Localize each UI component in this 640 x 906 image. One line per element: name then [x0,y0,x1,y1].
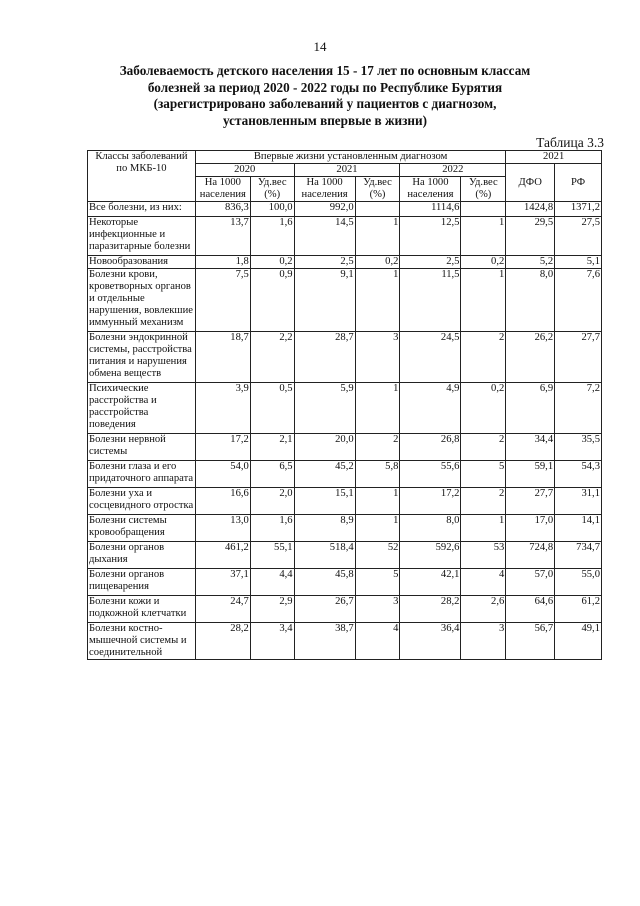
value-cell: 53 [461,542,506,569]
disease-class-cell: Некоторые инфекционные и паразитарные болезни [88,217,196,256]
value-cell: 3,4 [250,623,294,660]
value-cell: 36,4 [400,623,461,660]
disease-class-cell: Болезни органов пищеварения [88,569,196,596]
value-cell: 1 [355,515,400,542]
value-cell: 17,0 [506,515,555,542]
value-cell: 42,1 [400,569,461,596]
value-cell: 49,1 [555,623,602,660]
header-per1000: На 1000 населения [294,177,355,202]
disease-class-cell: Болезни костно-мышечной системы и соединительной [88,623,196,660]
value-cell: 1 [461,269,506,332]
header-share: Уд.вес (%) [461,177,506,202]
header-class: Классы заболеваний по МКБ-10 [88,151,196,202]
value-cell: 55,1 [250,542,294,569]
value-cell: 45,8 [294,569,355,596]
title-line: (зарегистрировано заболеваний у пациентов с диагнозом, [153,96,497,111]
value-cell: 7,6 [555,269,602,332]
value-cell: 7,2 [555,383,602,434]
value-cell: 5,2 [506,256,555,269]
value-cell: 15,1 [294,488,355,515]
table-row [88,383,602,434]
header-dfo: ДФО [506,164,555,202]
table-row [88,217,602,256]
value-cell: 7,5 [195,269,250,332]
value-cell: 45,2 [294,461,355,488]
table-row [88,269,602,332]
table-row [88,515,602,542]
value-cell: 52 [355,542,400,569]
value-cell: 61,2 [555,596,602,623]
table-row [88,488,602,515]
value-cell: 26,2 [506,332,555,383]
value-cell: 18,7 [195,332,250,383]
table-row [88,596,602,623]
value-cell: 20,0 [294,434,355,461]
morbidity-table [87,150,602,660]
value-cell [461,202,506,217]
value-cell: 1 [461,515,506,542]
disease-class-cell: Болезни крови, кроветворных органов и отдельные нарушения, вовлекшие иммунный механизм [88,269,196,332]
value-cell: 1 [355,488,400,515]
value-cell: 31,1 [555,488,602,515]
value-cell: 2,5 [400,256,461,269]
value-cell: 1 [461,217,506,256]
header-share: Уд.вес (%) [355,177,400,202]
value-cell: 0,5 [250,383,294,434]
value-cell: 0,9 [250,269,294,332]
disease-class-cell: Все болезни, из них: [88,202,196,217]
value-cell: 59,1 [506,461,555,488]
value-cell: 5,1 [555,256,602,269]
value-cell: 2,5 [294,256,355,269]
value-cell: 2,0 [250,488,294,515]
value-cell: 17,2 [400,488,461,515]
value-cell: 592,6 [400,542,461,569]
value-cell: 24,7 [195,596,250,623]
table-row [88,256,602,269]
title-line: болезней за период 2020 - 2022 годы по Республике Бурятия [147,79,503,95]
value-cell: 2,9 [250,596,294,623]
value-cell: 56,7 [506,623,555,660]
value-cell: 2 [461,488,506,515]
value-cell: 6,9 [506,383,555,434]
value-cell: 5 [355,569,400,596]
value-cell: 992,0 [294,202,355,217]
value-cell: 8,0 [400,515,461,542]
value-cell: 1,6 [250,515,294,542]
page-number: 14 [313,39,327,54]
value-cell: 12,5 [400,217,461,256]
table-row [88,542,602,569]
value-cell: 4,4 [250,569,294,596]
table-row [88,332,602,383]
disease-class-cell: Психические расстройства и расстройства поведения [88,383,196,434]
disease-class-cell: Болезни глаза и его придаточного аппарата [88,461,196,488]
title-line: Заболеваемость детского населения 15 - 17 лет по основным классам [119,63,531,78]
value-cell: 1,6 [250,217,294,256]
table-row [88,461,602,488]
value-cell: 4,9 [400,383,461,434]
value-cell: 836,3 [195,202,250,217]
value-cell: 2,1 [250,434,294,461]
value-cell: 2 [355,434,400,461]
value-cell: 1371,2 [555,202,602,217]
value-cell: 27,5 [555,217,602,256]
value-cell: 0,2 [461,383,506,434]
value-cell: 13,0 [195,515,250,542]
document-title [90,63,560,129]
value-cell: 28,7 [294,332,355,383]
value-cell: 14,5 [294,217,355,256]
value-cell: 29,5 [506,217,555,256]
value-cell: 1424,8 [506,202,555,217]
value-cell: 35,5 [555,434,602,461]
value-cell: 13,7 [195,217,250,256]
disease-class-cell: Новообразования [88,256,196,269]
value-cell: 64,6 [506,596,555,623]
value-cell: 2,6 [461,596,506,623]
value-cell: 100,0 [250,202,294,217]
value-cell: 37,1 [195,569,250,596]
value-cell: 2,2 [250,332,294,383]
value-cell: 9,1 [294,269,355,332]
disease-class-cell: Болезни кожи и подкожной клетчатки [88,596,196,623]
value-cell: 55,6 [400,461,461,488]
value-cell: 724,8 [506,542,555,569]
value-cell: 0,2 [355,256,400,269]
value-cell: 5 [461,461,506,488]
value-cell: 4 [355,623,400,660]
value-cell: 54,0 [195,461,250,488]
value-cell: 5,8 [355,461,400,488]
table-row [88,569,602,596]
header-per1000: На 1000 населения [195,177,250,202]
value-cell: 3,9 [195,383,250,434]
value-cell: 2 [461,434,506,461]
header-rf: РФ [555,164,602,202]
value-cell: 34,4 [506,434,555,461]
disease-class-cell: Болезни уха и сосцевидного отростка [88,488,196,515]
value-cell: 518,4 [294,542,355,569]
value-cell: 4 [461,569,506,596]
table-row [88,434,602,461]
value-cell: 8,0 [506,269,555,332]
value-cell: 27,7 [555,332,602,383]
value-cell [355,202,400,217]
value-cell: 1114,6 [400,202,461,217]
value-cell: 1 [355,217,400,256]
value-cell: 26,7 [294,596,355,623]
value-cell: 3 [355,596,400,623]
header-year-2020: 2020 [195,164,294,177]
header-year-2021: 2021 [294,164,400,177]
value-cell: 3 [355,332,400,383]
value-cell: 57,0 [506,569,555,596]
disease-class-cell: Болезни системы кровообращения [88,515,196,542]
value-cell: 461,2 [195,542,250,569]
header-share: Уд.вес (%) [250,177,294,202]
table-label: Таблица 3.3 [536,135,604,150]
value-cell: 0,2 [461,256,506,269]
value-cell: 27,7 [506,488,555,515]
title-line: установленным впервые в жизни) [222,112,428,128]
value-cell: 2 [461,332,506,383]
header-group: Впервые жизни установленным диагнозом [195,151,505,164]
value-cell: 11,5 [400,269,461,332]
value-cell: 734,7 [555,542,602,569]
value-cell: 17,2 [195,434,250,461]
value-cell: 0,2 [250,256,294,269]
disease-class-cell: Болезни органов дыхания [88,542,196,569]
value-cell: 1,8 [195,256,250,269]
disease-class-cell: Болезни нервной системы [88,434,196,461]
value-cell: 55,0 [555,569,602,596]
table-row [88,202,602,217]
header-2021-ref: 2021 [506,151,602,164]
header-per1000: На 1000 населения [400,177,461,202]
value-cell: 1 [355,383,400,434]
value-cell: 54,3 [555,461,602,488]
value-cell: 28,2 [195,623,250,660]
value-cell: 6,5 [250,461,294,488]
disease-class-cell: Болезни эндокринной системы, расстройства питания и нарушения обмена веществ [88,332,196,383]
value-cell: 1 [355,269,400,332]
header-year-2022: 2022 [400,164,506,177]
value-cell: 3 [461,623,506,660]
value-cell: 14,1 [555,515,602,542]
table-row [88,623,602,660]
value-cell: 28,2 [400,596,461,623]
value-cell: 16,6 [195,488,250,515]
value-cell: 24,5 [400,332,461,383]
value-cell: 8,9 [294,515,355,542]
value-cell: 26,8 [400,434,461,461]
value-cell: 5,9 [294,383,355,434]
value-cell: 38,7 [294,623,355,660]
